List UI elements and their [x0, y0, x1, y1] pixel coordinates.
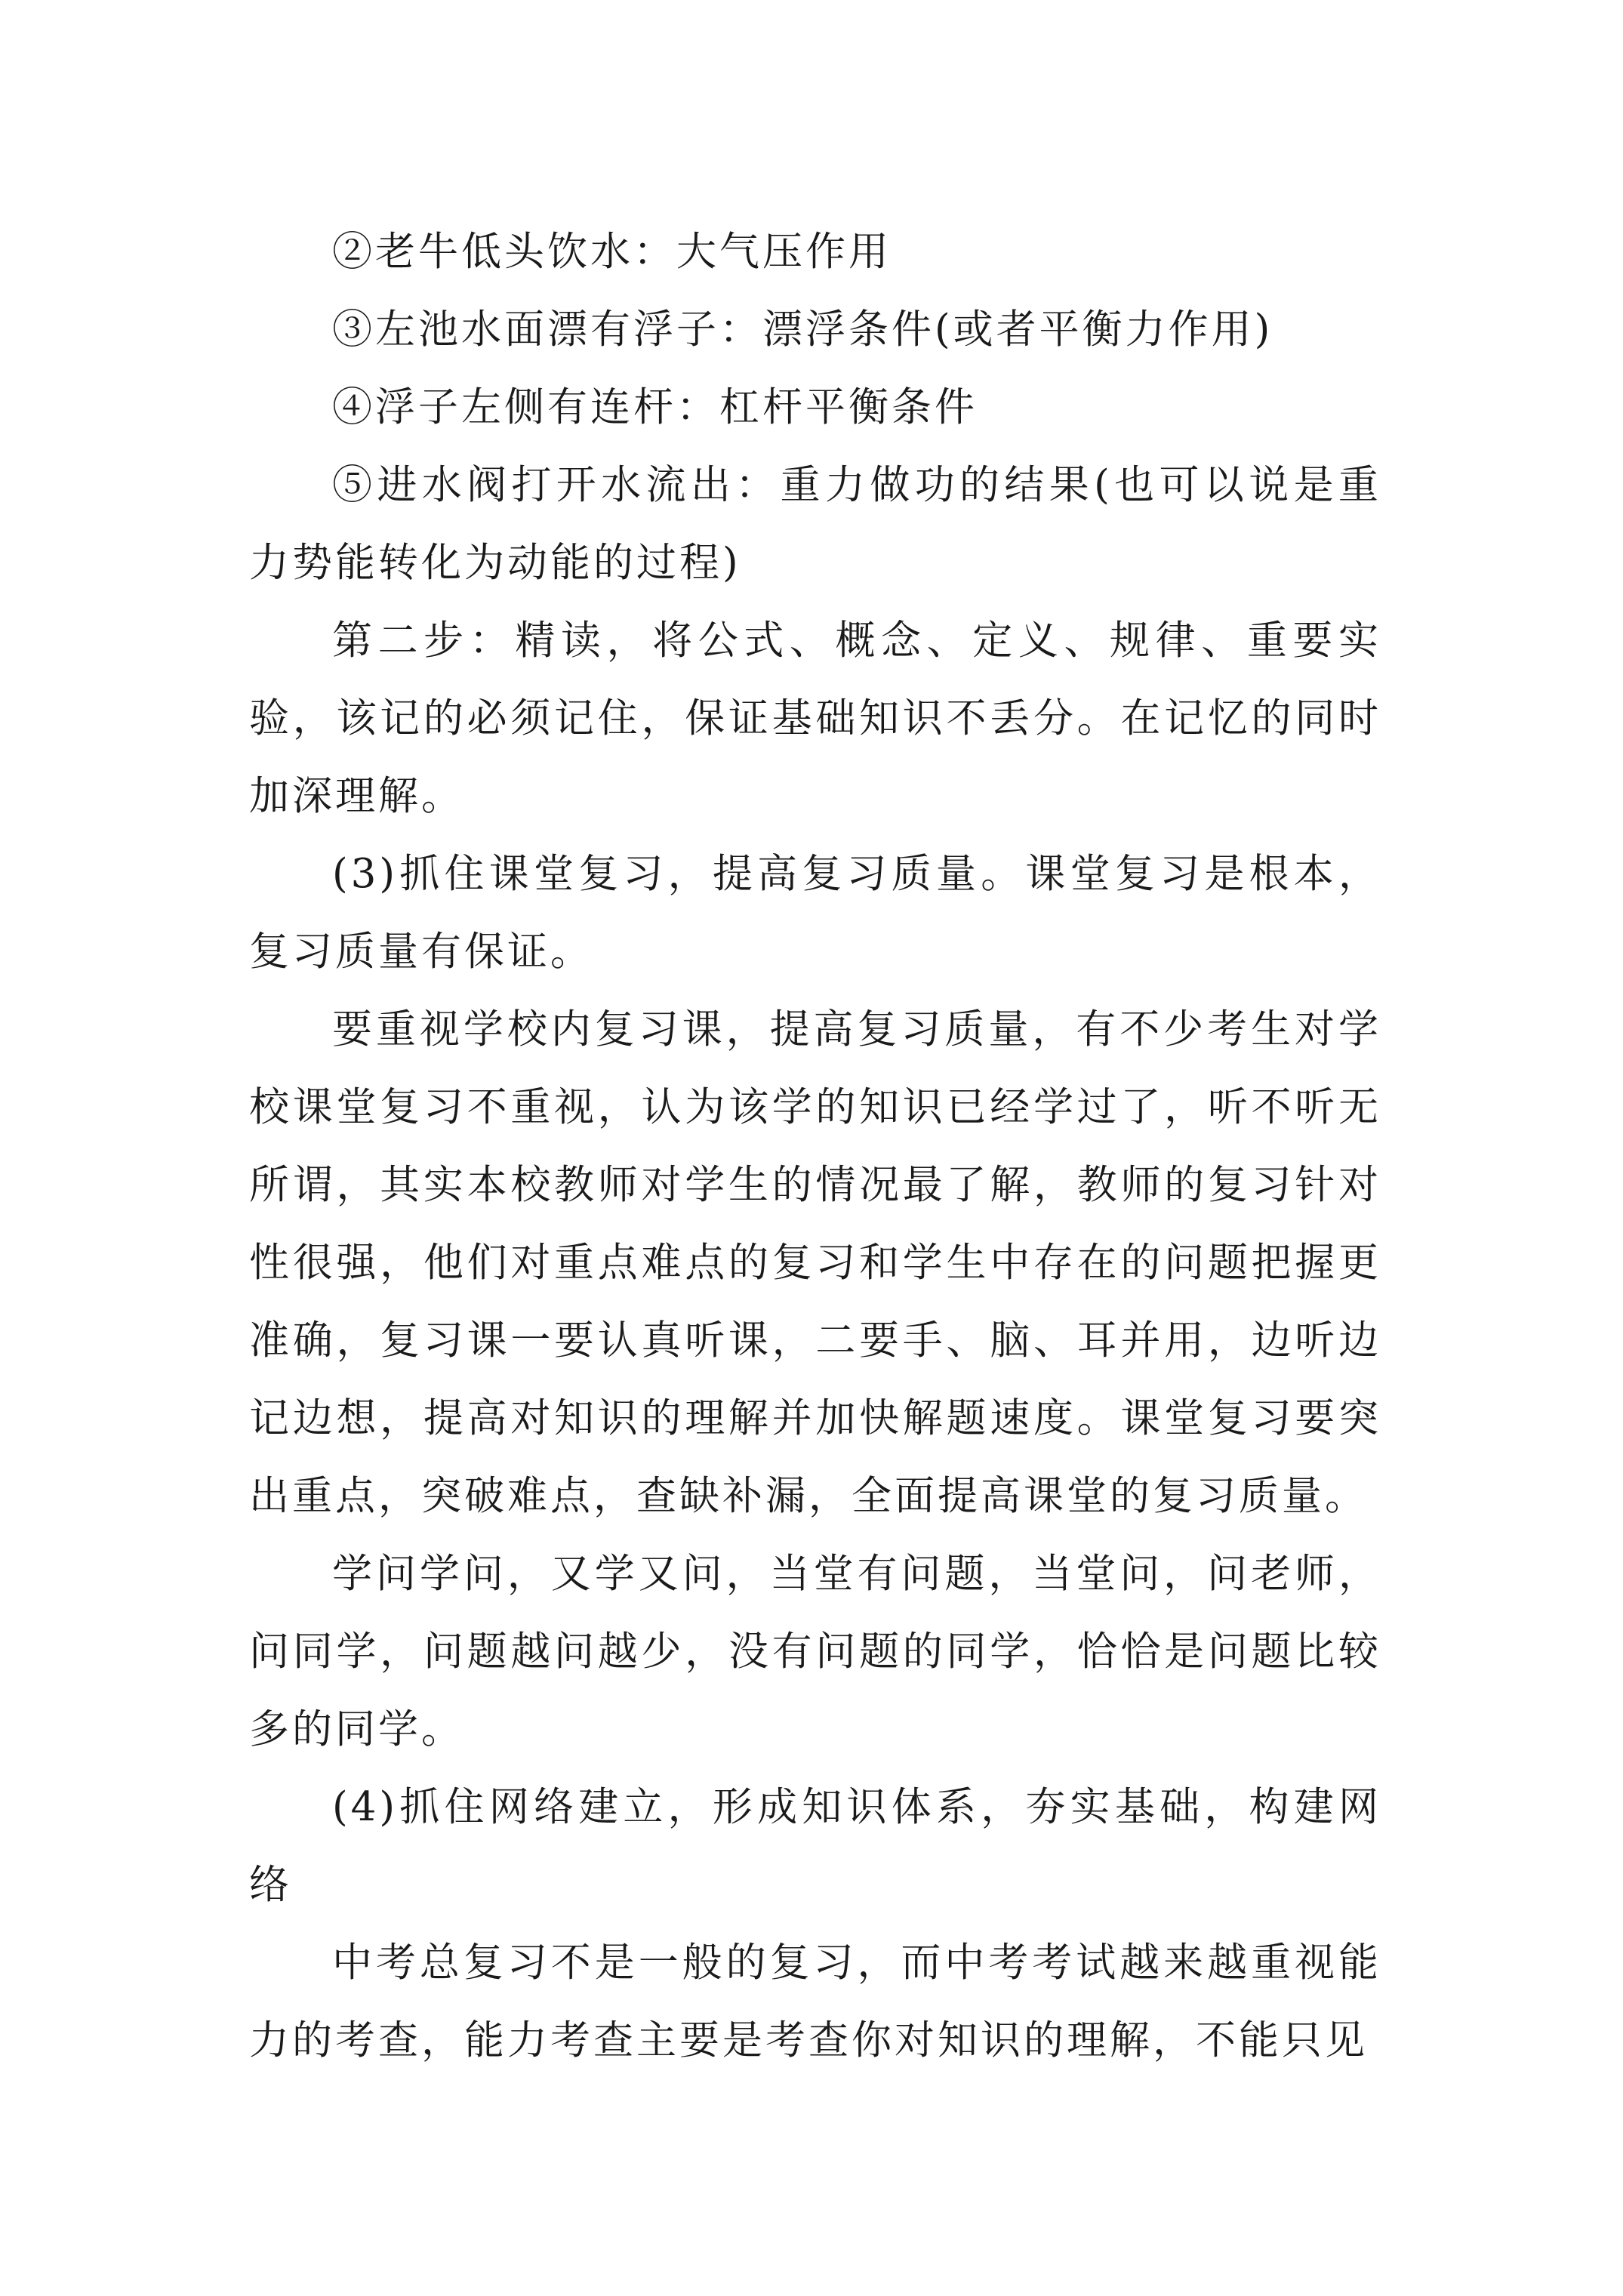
paragraph: ⑤进水阀打开水流出：重力做功的结果(也可以说是重力势能转化为动能的过程): [249, 462, 1381, 586]
paragraph: 要重视学校内复习课，提高复习质量，有不少考生对学校课堂复习不重视，认为该学的知识已经学过了，听不听无所谓，其实本校教师对学生的情况最了解，教师的复习针对性很强，他们对重点难点的复习和学生中存在的问题把握更准确，复习课一要认真听课，二要手、脑、耳并用，边听边记边想，提高对知识的理解并加快解题速度。课堂复习要突出重点，突破难点，查缺补漏，全面提高课堂的复习质量。: [249, 1006, 1381, 1519]
document-body: [249, 213, 1381, 2079]
paragraph: (3)抓住课堂复习，提高复习质量。课堂复习是根本，复习质量有保证。: [249, 851, 1381, 975]
paragraph: ②老牛低头饮水：大气压作用: [332, 229, 892, 275]
paragraph: 学问学问，又学又问，当堂有问题，当堂问，问老师，问同学，问题越问越少，没有问题的同学，恰恰是问题比较多的同学。: [249, 1551, 1381, 1752]
paragraph: ③左池水面漂有浮子：漂浮条件(或者平衡力作用): [332, 307, 1273, 353]
paragraph: ④浮子左侧有连杆：杠杆平衡条件: [332, 384, 978, 430]
paragraph: 中考总复习不是一般的复习，而中考考试越来越重视能力的考查，能力考查主要是考查你对知识的理解，不能只见: [249, 1940, 1381, 2063]
paragraph: (4)抓住网络建立，形成知识体系，夯实基础，构建网络: [249, 1784, 1381, 1908]
paragraph: 第二步：精读，将公式、概念、定义、规律、重要实验，该记的必须记住，保证基础知识不丢分。在记忆的同时加深理解。: [249, 618, 1381, 819]
